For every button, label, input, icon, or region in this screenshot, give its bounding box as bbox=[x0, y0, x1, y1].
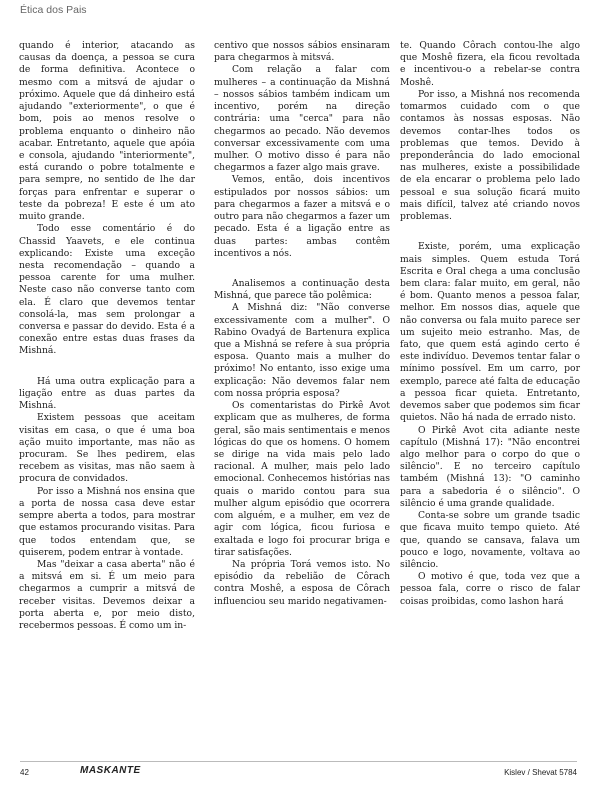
text-column-1 bbox=[19, 40, 195, 632]
paragraph: Analisemos a continuação desta Mishná, que parece tão polêmica: bbox=[214, 277, 390, 302]
paragraph: Vemos, então, dois incentivos estipulados por nossos sábios: um para chegarmos a fazer a mitsvá e o outro para não chegarmos a fazer um pecado. Esta é a ligação entre as duas partes: ambas contêm incentivos a nós. bbox=[214, 174, 390, 259]
paragraph: Existe, porém, uma explicação mais simples. Quem estuda Torá Escrita e Oral chega a uma conclusão bem clara: falar muito, em geral, não é bom. Quanto menos a pessoa falar, melhor. Em nossos dias, aquele que não conversa ou fala muito parece ser um sujeito meio estranho. Mas, de fato, que quem está agindo certo é este indivíduo. Devemos tentar falar o mínimo possível. Em um carro, por exemplo, parece até falta de educação a pessoa ficar quieta. Entretanto, devemos saber que podemos sim ficar quietos. Não há nada de errado nisto. bbox=[400, 241, 580, 424]
section-title: Ética dos Pais bbox=[20, 4, 87, 16]
magazine-logo: MASKANTE bbox=[80, 765, 141, 776]
paragraph: centivo que nossos sábios ensinaram para chegarmos à mitsvá. bbox=[214, 40, 390, 64]
paragraph: A Mishná diz: "Não converse excessivamente com a mulher". O Rabino Ovadyá de Bartenura explica que a Mishná se refere à sua própria esposa. Quanto mais a mulher do próximo! No entanto, isso exige uma explicação: Não devemos falar nem com nossa própria esposa? bbox=[214, 302, 390, 399]
page-number: 42 bbox=[20, 768, 29, 777]
paragraph: quando é interior, atacando as causas da doença, a pessoa se cura de forma definitiva. Acontece o mesmo com a mitsvá de ajudar o próximo. Aquele que dá dinheiro está ajudando "exteriormente", o que é bom, pois ao menos resolve o problema enquanto o dinheiro não acabar. Entretanto, aquele que apóia e consola, ajudando "interiormente", está curando o pobre totalmente e para sempre, no sentido de lhe dar forças para enfrentar e superar o teste da pobreza! E este é um ato muito grande. bbox=[19, 40, 195, 223]
paragraph: O Pirkê Avot cita adiante neste capítulo (Mishná 17): "Não encontrei algo melhor para o corpo do que o silêncio". E no terceiro capítulo também (Mishná 13): "O caminho para a sabedoria é o silêncio". O silêncio é uma grande qualidade. bbox=[400, 424, 580, 509]
paragraph: Os comentaristas do Pirkê Avot explicam que as mulheres, de forma geral, são mais sentimentais e menos lógicas do que os homens. O homem se dirige na vida mais pelo lado racional. A mulher, mais pelo lado emocional. Conhecemos histórias nas quais o marido contou para sua mulher algum episódio que ocorrera com alguém, e a mulher, em vez de agir com lógica, ficou furiosa e exaltada e logo foi procurar briga e tirar satisfações. bbox=[214, 400, 390, 558]
text-column-2 bbox=[214, 40, 390, 608]
paragraph: Mas "deixar a casa aberta" não é a mitsvá em si. É um meio para chegarmos a cumprir a mitsvá de receber visitas. Devemos deixar a porta aberta e, por meio disto, recebermos pessoas. É como um in- bbox=[19, 558, 195, 632]
issue-date: Kislev / Shevat 5784 bbox=[504, 768, 577, 777]
paragraph-gap bbox=[214, 260, 390, 278]
paragraph: Com relação a falar com mulheres – a continuação da Mishná – nossos sábios também indicam um incentivo, porém na direção contrária: uma "cerca" para não chegarmos ao pecado. Não devemos conversar excessivamente com uma mulher. O motivo disso é para não chegarmos a fazer algo mais grave. bbox=[214, 64, 390, 174]
footer-divider bbox=[20, 761, 577, 762]
paragraph: Por isso, a Mishná nos recomenda tomarmos cuidado com o que contamos às nossas esposas. Não devemos contar-lhes todos os problemas que temos. Devido à preponderância do lado emocional nas mulheres, existe a possibilidade de ela encarar o problema pelo lado pessoal e sua solução ficará muito mais difícil, talvez até criando novos problemas. bbox=[400, 88, 580, 223]
paragraph: te. Quando Côrach contou-lhe algo que Moshê fizera, ela ficou revoltada e incentivou-o a rebelar-se contra Moshê. bbox=[400, 40, 580, 88]
paragraph-gap bbox=[400, 223, 580, 241]
paragraph: Por isso a Mishná nos ensina que a porta de nossa casa deve estar sempre aberta a todos, para mostrar que estamos procurando visitas. Para que todos entendam que, se quiserem, podem entrar à vontade. bbox=[19, 485, 195, 558]
paragraph: Todo esse comentário é do Chassid Yaavets, e ele continua explicando: Existe uma exceção nesta recomendação – quando a pessoa carente for uma mulher. Neste caso não converse tanto com ela. É claro que devemos tentar consolá-la, mas sem prolongar a conversa e passar do devido. Esta é a conexão entre estas duas frases da Mishná. bbox=[19, 223, 195, 357]
paragraph-gap bbox=[19, 358, 195, 376]
paragraph: Na própria Torá vemos isto. No episódio da rebelião de Côrach contra Moshê, a esposa de Côrach influenciou seu marido negativamen- bbox=[214, 558, 390, 607]
paragraph: Existem pessoas que aceitam visitas em casa, o que é uma boa ação muito importante, mas não as procuram. Se lhes pedirem, elas recebem as visitas, mas não saem à procura de convidados. bbox=[19, 412, 195, 485]
text-column-3 bbox=[400, 40, 580, 608]
paragraph: O motivo é que, toda vez que a pessoa fala, corre o risco de falar coisas proibidas, como lashon hará bbox=[400, 571, 580, 607]
paragraph: Conta-se sobre um grande tsadic que ficava muito tempo quieto. Até que, quando se cansava, falava um pouco e logo, novamente, voltava ao silêncio. bbox=[400, 510, 580, 570]
paragraph: Há uma outra explicação para a ligação entre as duas partes da Mishná. bbox=[19, 375, 195, 412]
